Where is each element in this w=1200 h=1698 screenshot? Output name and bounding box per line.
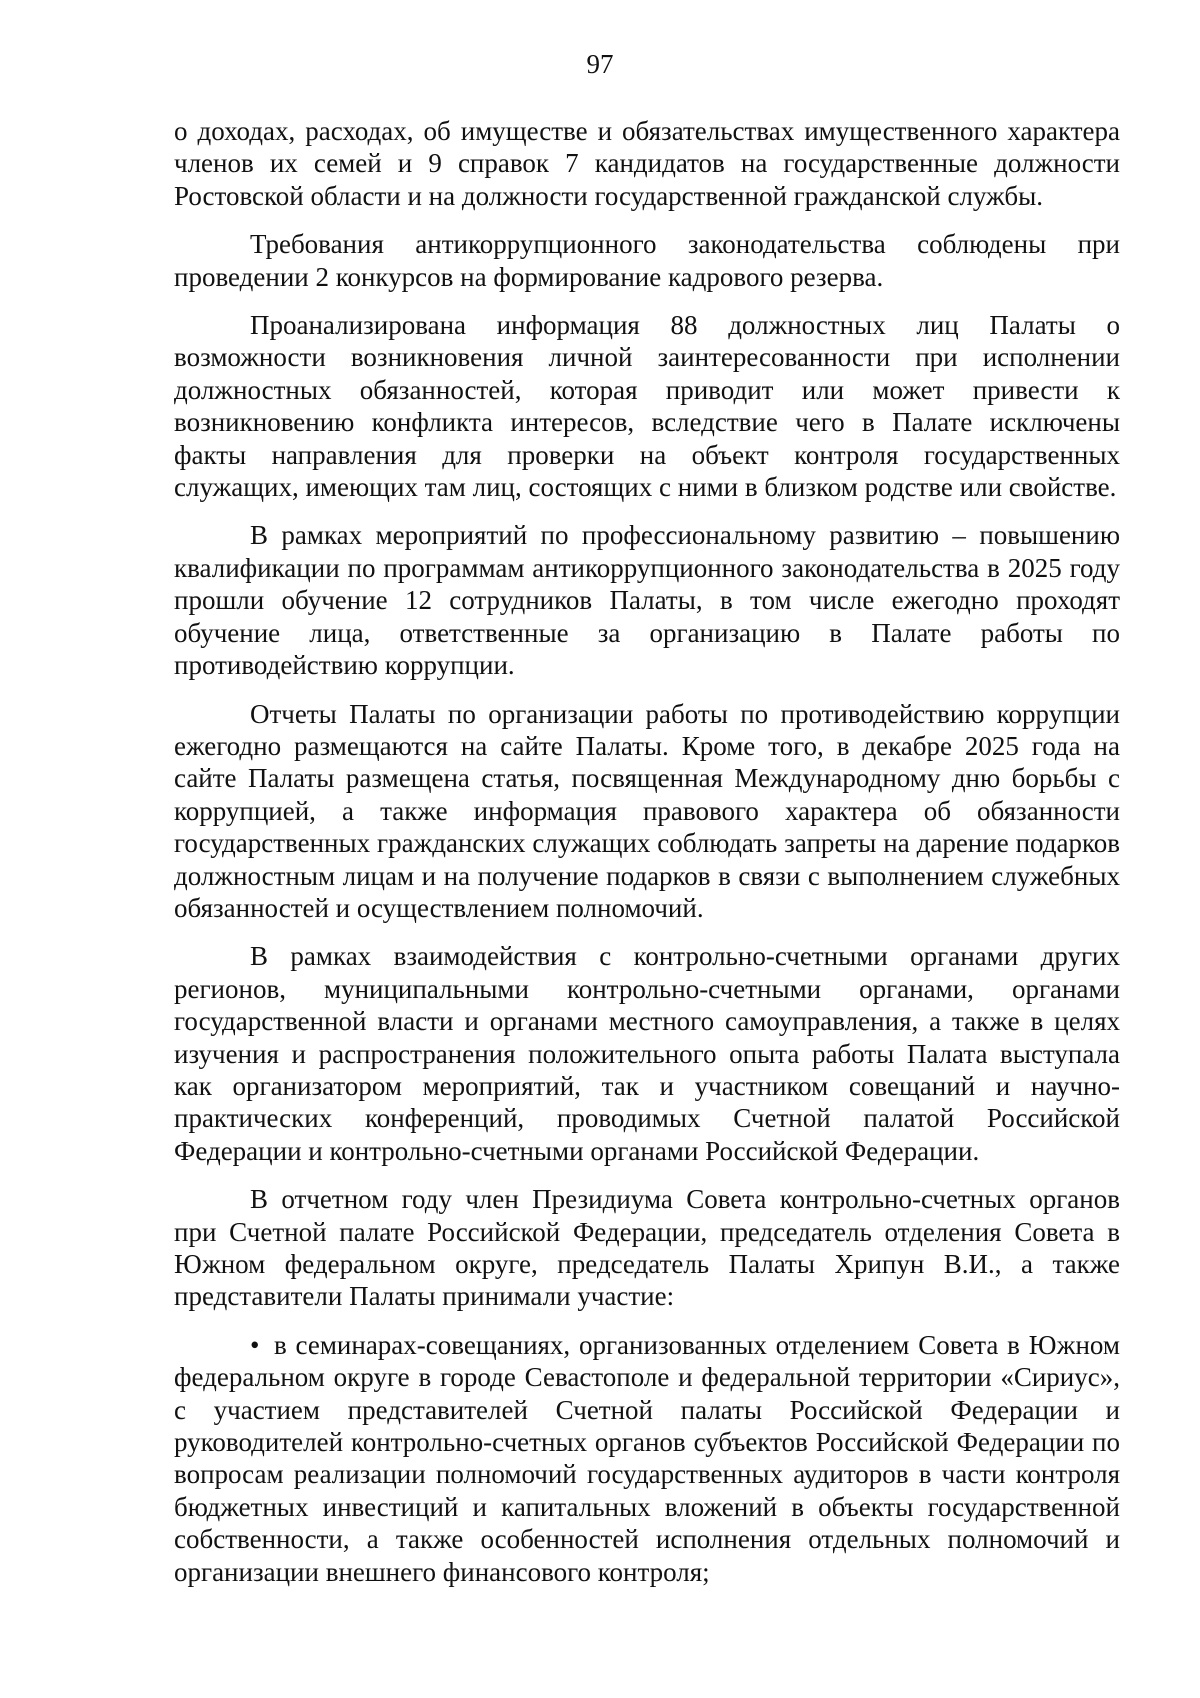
page-number: 97 (586, 49, 614, 79)
bullet-icon: • (250, 1329, 260, 1360)
list-item (174, 1329, 1120, 1588)
paragraph-professional-development: В рамках мероприятий по профессиональному развитию – повышению квалификации по программам антикоррупционного законодательства в 2025 году прошли обучение 12 сотрудников Палаты, в том числе ежегодно проходят обучение лица, ответственные за организацию в Палате работы по противодействию коррупции. (174, 520, 1120, 681)
paragraph-reporting-year: В отчетном году член Президиума Совета контрольно-счетных органов при Счетной палате Российской Федерации, председатель отделения Совета в Южном федеральном округе, председатель Палаты Хрипун В.И., а также представители Палаты принимали участие: (174, 1184, 1120, 1312)
paragraph-reports-on-site: Отчеты Палаты по организации работы по противодействию коррупции ежегодно размещаются на сайте Палаты. Кроме того, в декабре 2025 года на сайте Палаты размещена статья, посвященная Международному дню борьбы с коррупцией, а также информация правового характера об обязанности государственных гражданских служащих соблюдать запреты на дарение подарков должностным лицам и на получение подарков в связи с выполнением служебных обязанностей и осуществлением полномочий. (174, 698, 1120, 923)
paragraph-interaction: В рамках взаимодействия с контрольно-счетными органами других регионов, муниципальными контрольно-счетными органами, органами государственной власти и органами местного самоуправления, а также в целях изучения и распространения положительного опыта работы Палата выступала как организатором мероприятий, так и участником совещаний и научно-практических конференций, проводимых Счетной палатой Российской Федерации и контрольно-счетными органами Российской Федерации. (174, 941, 1120, 1166)
paragraph-conflict-of-interest: Проанализирована информация 88 должностных лиц Палаты о возможности возникновения личной заинтересованности при исполнении должностных обязанностей, которая приводит или может привести к возникновению конфликта интересов, вследствие чего в Палате исключены факты направления для проверки на объект контроля государственных служащих, имеющих там лиц, состоящих с ними в близком родстве или свойстве. (174, 310, 1120, 503)
paragraph-anticorruption-requirements: Требования антикоррупционного законодательства соблюдены при проведении 2 конкурсов на формирование кадрового резерва. (174, 229, 1120, 292)
document-body (174, 115, 1120, 1588)
list-item-text: в семинарах-совещаниях, организованных отделением Совета в Южном федеральном округе в городе Севастополе и федеральной территории «Сириус», с участием представителей Счетной палаты Российской Федерации и руководителей контрольно-счетных органов субъектов Российской Федерации по вопросам реализации полномочий государственных аудиторов в части контроля бюджетных инвестиций и капитальных вложений в объекты государственной собственности, а также особенностей исполнения отдельных полномочий и организации внешнего финансового контроля; (174, 1329, 1120, 1587)
paragraph-continuation: о доходах, расходах, об имуществе и обязательствах имущественного характера членов их семей и 9 справок 7 кандидатов на государственные должности Ростовской области и на должности государственной гражданской службы. (174, 116, 1120, 211)
